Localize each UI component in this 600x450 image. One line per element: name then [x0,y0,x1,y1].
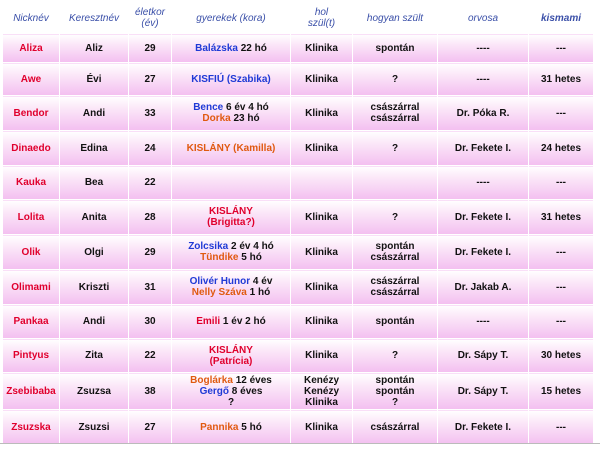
kid-entry [174,356,288,367]
birth-method-line: spontán [375,374,415,386]
nick-cell: Zsuzska [3,410,60,445]
pregnant-cell: 31 hetes [529,200,594,235]
birth-method-line: császárral [370,287,420,298]
kid-name: Dorka [202,113,231,124]
header-where-line2: szül(t) [307,18,336,29]
table-row [3,96,594,131]
kid-age: 6 év 4 hó [223,102,269,113]
birthplace-line: Klinika [305,281,338,293]
header-row [3,3,594,34]
kids-cell [172,235,291,270]
kid-entry [174,113,288,124]
kid-name: Balázska [195,42,238,54]
nick-cell: Pankaa [3,305,60,339]
birth-method-cell [353,96,438,131]
birth-method-line: császárral [370,102,420,113]
kid-entry [174,241,288,252]
doctor-cell: ---- [438,166,529,200]
pregnant-cell: --- [529,270,594,305]
table-body [3,34,594,445]
birthplace-cell [291,131,353,166]
kid-entry [174,143,288,154]
pregnant-cell: --- [529,410,594,445]
age-cell: 22 [129,166,172,200]
first-name-cell: Andi [60,96,129,131]
kid-name: Boglárka [190,374,233,386]
first-name-cell: Aliz [60,34,129,63]
kid-entry [174,276,288,287]
table-row [3,305,594,339]
kid-name: KISFIÚ (Szabika) [191,73,271,85]
birth-method-line: spontán [375,42,415,54]
doctor-cell: Dr. Fekete I. [438,410,529,445]
kid-age: 2 év 4 hó [228,241,274,252]
birth-method-line: császárral [370,252,420,263]
age-cell: 38 [129,373,172,410]
kid-name: Olivér Hunor [189,276,251,287]
pregnant-cell: --- [529,235,594,270]
birthplace-cell [291,200,353,235]
kid-entry [174,206,288,217]
birthplace-line: Klinika [305,107,338,119]
header-how: hogyan szült [353,3,438,34]
doctor-cell: Dr. Sápy T. [438,373,529,410]
first-name-cell: Olgi [60,235,129,270]
kid-entry [174,386,288,397]
birthplace-line: Klinika [305,42,338,54]
doctor-cell: Dr. Fekete I. [438,200,529,235]
kid-name: KISLÁNY (Kamilla) [186,142,276,154]
age-cell: 24 [129,131,172,166]
nick-cell: Aliza [3,34,60,63]
doctor-cell: Dr. Sápy T. [438,339,529,373]
pregnant-cell: --- [529,96,594,131]
kids-cell [172,305,291,339]
kid-age: 5 hó [238,252,262,263]
kid-entry [174,102,288,113]
header-age-line2: (év) [141,18,159,29]
table-row [3,410,594,445]
birth-method-cell [353,235,438,270]
kid-name: (Brigitta?) [207,217,255,228]
header-nick: Nicknév [3,3,60,34]
age-cell: 29 [129,235,172,270]
member-table [2,2,594,445]
header-pregnant: kismami [529,3,594,34]
birthplace-cell [291,235,353,270]
nick-cell: Pintyus [3,339,60,373]
birthplace-cell [291,34,353,63]
kid-age: 4 év [250,276,273,287]
birth-method-cell [353,166,438,200]
age-cell: 28 [129,200,172,235]
header-age [129,3,172,34]
birthplace-line: Klinika [305,73,338,85]
birth-method-line: császárral [370,276,420,287]
nick-cell: Olimami [3,270,60,305]
header-first-name: Keresztnév [60,3,129,34]
birthplace-line: Klinika [305,142,338,154]
kid-entry [174,375,288,386]
kid-entry [174,345,288,356]
header-where-line1: hol [314,7,329,18]
birth-method-line: császárral [370,113,420,124]
kid-name: Gergő [199,385,230,397]
nick-cell: Kauka [3,166,60,200]
nick-cell: Bendor [3,96,60,131]
birthplace-cell [291,339,353,373]
birth-method-line: spontán [375,316,415,327]
birth-method-line: ? [391,396,399,408]
age-cell: 29 [129,34,172,63]
nick-cell: Awe [3,63,60,96]
age-cell: 27 [129,410,172,445]
kids-cell [172,373,291,410]
kid-name: Nelly Száva [191,287,247,298]
kid-age: 22 hó [237,42,267,54]
kids-cell [172,34,291,63]
table-row [3,131,594,166]
age-cell: 30 [129,305,172,339]
doctor-cell: Dr. Fekete I. [438,131,529,166]
doctor-cell: Dr. Jakab A. [438,270,529,305]
birth-method-cell [353,200,438,235]
birth-method-line: spontán [375,241,415,252]
kids-cell [172,63,291,96]
birthplace-cell [291,63,353,96]
kid-entry [174,287,288,298]
birthplace-cell [291,96,353,131]
kid-name: Pannika [200,421,239,433]
birthplace-line: Kenézy [303,385,339,397]
pregnant-cell: 24 hetes [529,131,594,166]
birth-method-line: ? [391,73,399,85]
table-row [3,373,594,410]
table-row [3,339,594,373]
kid-age: 12 éves [232,374,272,386]
kid-entry [174,397,288,408]
birth-method-cell [353,373,438,410]
kid-name: ? [227,396,235,408]
nick-cell: Olik [3,235,60,270]
kid-name: KISLÁNY [209,206,253,217]
table-row [3,34,594,63]
birth-method-cell [353,131,438,166]
table-row [3,166,594,200]
birth-method-line: spontán [375,385,415,397]
first-name-cell: Anita [60,200,129,235]
kid-entry [174,43,288,54]
nick-cell: Zsebibaba [3,373,60,410]
table-row [3,63,594,96]
birth-method-cell [353,63,438,96]
pregnant-cell: --- [529,305,594,339]
birth-method-line: császárral [370,421,420,433]
birth-method-line: ? [391,350,399,361]
birth-method-cell [353,339,438,373]
kid-entry [174,252,288,263]
doctor-cell: ---- [438,34,529,63]
header-age-line1: életkor [134,7,165,18]
birthplace-line: Klinika [305,246,338,258]
kid-entry [174,316,288,327]
birth-method-cell [353,270,438,305]
first-name-cell: Zsuzsi [60,410,129,445]
birth-method-cell [353,34,438,63]
kid-name: Emili [196,316,221,327]
kid-entry [174,74,288,85]
pregnant-cell: --- [529,166,594,200]
bottom-divider [0,443,600,444]
birthplace-line: Kenézy [303,374,339,386]
kids-cell [172,131,291,166]
birthplace-line: Klinika [305,350,338,361]
birthplace-cell [291,373,353,410]
birthplace-cell [291,166,353,200]
pregnant-cell: 15 hetes [529,373,594,410]
birth-method-cell [353,410,438,445]
table-row [3,235,594,270]
pregnant-cell: 30 hetes [529,339,594,373]
kid-age: 1 hó [246,287,271,298]
first-name-cell: Edina [60,131,129,166]
first-name-cell: Andi [60,305,129,339]
birth-method-cell [353,305,438,339]
table-header [3,3,594,34]
kid-age: 5 hó [238,421,262,433]
kid-age: 8 éves [229,385,263,397]
doctor-cell: Dr. Póka R. [438,96,529,131]
kid-name: (Patrícia) [209,355,253,367]
birthplace-line: Klinika [305,316,338,327]
doctor-cell: ---- [438,305,529,339]
birthplace-cell [291,270,353,305]
age-cell: 22 [129,339,172,373]
kids-cell [172,339,291,373]
table-row [3,200,594,235]
doctor-cell: ---- [438,63,529,96]
first-name-cell: Bea [60,166,129,200]
kids-cell [172,166,291,200]
first-name-cell: Zita [60,339,129,373]
kids-cell [172,200,291,235]
nick-cell: Dinaedo [3,131,60,166]
birthplace-line: Klinika [305,211,338,223]
kid-entry [174,422,288,433]
kid-name: KISLÁNY [209,344,253,356]
birthplace-line: Klinika [305,421,338,433]
kid-name: Zolcsika [188,241,229,252]
birth-method-line: ? [391,142,399,154]
kid-entry [174,217,288,228]
birthplace-cell [291,305,353,339]
kids-cell [172,410,291,445]
birth-method-line: ? [391,211,399,223]
birthplace-line: Klinika [305,396,338,408]
kid-name: Bence [193,102,224,113]
age-cell: 33 [129,96,172,131]
header-kids: gyerekek (kora) [172,3,291,34]
age-cell: 27 [129,63,172,96]
birthplace-cell [291,410,353,445]
doctor-cell: Dr. Fekete I. [438,235,529,270]
pregnant-cell: --- [529,34,594,63]
kids-cell [172,270,291,305]
header-where [291,3,353,34]
age-cell: 31 [129,270,172,305]
kids-cell [172,96,291,131]
table-row [3,270,594,305]
first-name-cell: Évi [60,63,129,96]
kid-age: 1 év 2 hó [220,316,266,327]
first-name-cell: Kriszti [60,270,129,305]
kid-name: Tündike [200,252,239,263]
pregnant-cell: 31 hetes [529,63,594,96]
first-name-cell: Zsuzsa [60,373,129,410]
header-doctor: orvosa [438,3,529,34]
nick-cell: Lolita [3,200,60,235]
kid-age: 23 hó [230,113,260,124]
